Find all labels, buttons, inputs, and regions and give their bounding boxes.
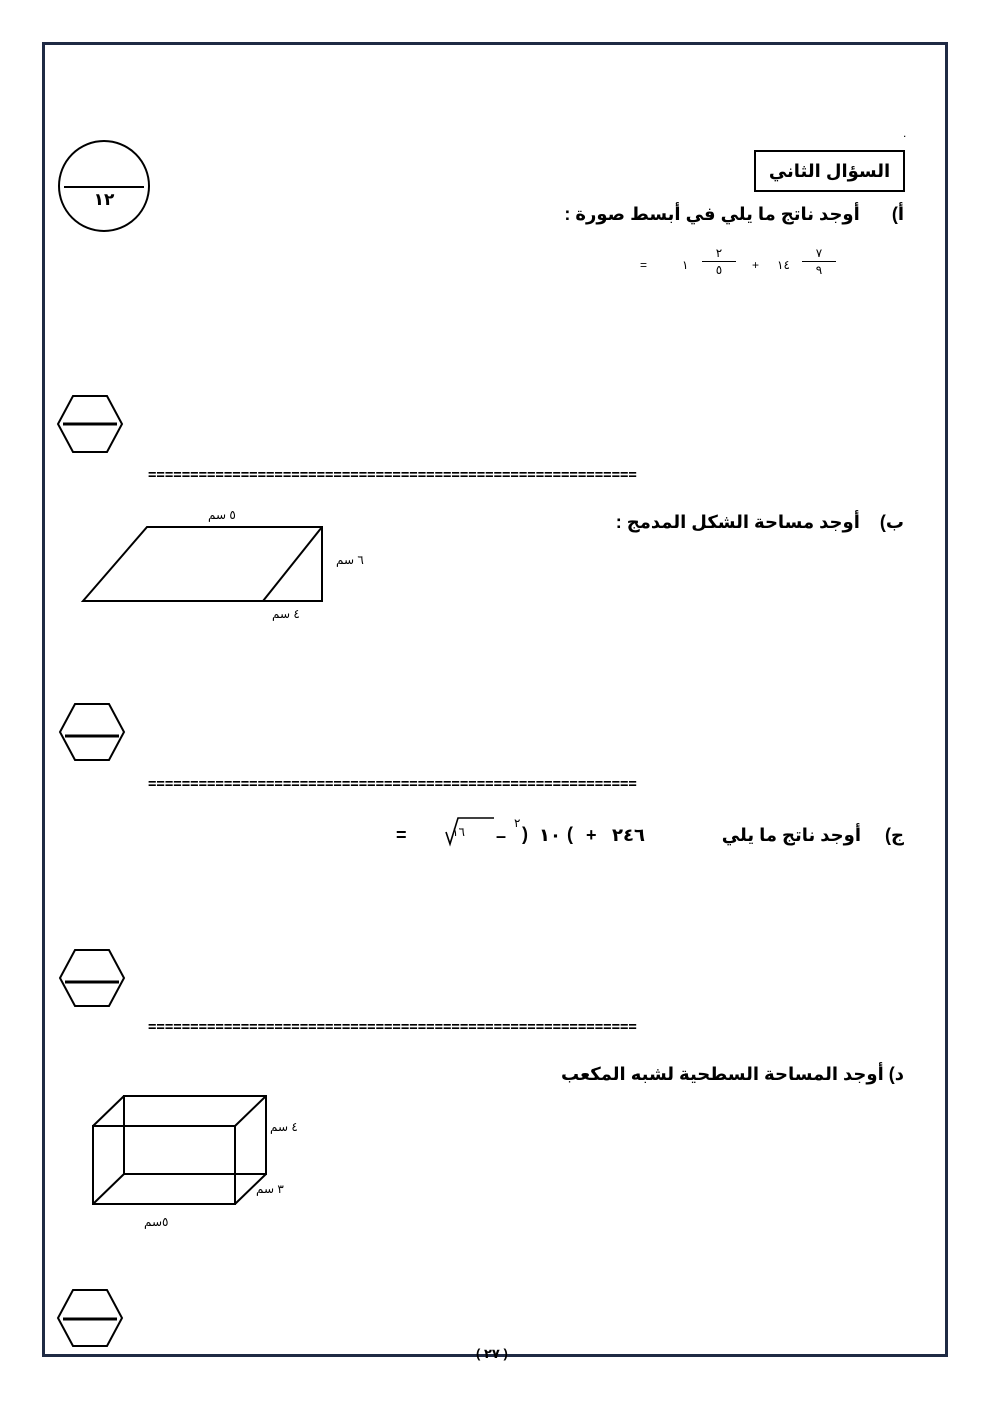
part-c-paren-close: (	[567, 824, 573, 844]
stray-dot: .	[903, 126, 907, 140]
part-a-prompt	[564, 204, 904, 225]
part-a-num2: ٢	[715, 246, 723, 260]
part-b-prompt	[616, 512, 904, 533]
total-score-circle	[58, 140, 150, 232]
part-a-plus: +	[752, 258, 760, 272]
part-a-num1: ٧	[815, 246, 823, 260]
part-c-plus: +	[586, 825, 597, 845]
part-d-prompt	[561, 1064, 904, 1085]
part-c-paren-open: )	[522, 824, 528, 844]
cuboid-figure	[85, 1088, 275, 1213]
part-a-expression	[630, 244, 860, 288]
score-total: ١٢	[93, 190, 115, 209]
part-d-label: د)	[888, 1064, 904, 1084]
part-a-den2: ٥	[715, 263, 723, 277]
dim-base: ٤ سم	[272, 607, 300, 621]
part-c-base: ١٠	[539, 825, 561, 845]
part-a-fraction-1	[802, 246, 836, 277]
part-a-whole2: ١	[682, 258, 689, 272]
part-d-text: أوجد المساحة السطحية لشبه المكعب	[561, 1064, 884, 1084]
score-hexagon-c	[57, 947, 127, 1009]
part-b-label: ب)	[879, 512, 904, 532]
part-a-den1: ٩	[815, 263, 823, 277]
dim-cuboid-length: ٥سم	[144, 1215, 169, 1229]
dim-height: ٦ سم	[336, 553, 364, 567]
part-c-equals: =	[396, 825, 407, 845]
dim-cuboid-height: ٤ سم	[270, 1120, 298, 1134]
radicand: ١٦	[452, 825, 465, 839]
part-a-equals: =	[640, 258, 648, 272]
part-a-label: أ)	[891, 204, 904, 224]
part-c-minus: –	[496, 826, 507, 846]
score-hexagon-d	[55, 1287, 125, 1349]
part-c-expression	[396, 812, 696, 852]
part-a-fraction-2	[702, 246, 736, 277]
part-c-prompt	[722, 825, 904, 846]
part-c-exponent: ٢	[514, 816, 521, 830]
composite-shape-figure	[75, 520, 335, 610]
page-number: ( ٢٧ )	[476, 1346, 508, 1361]
part-a-text: أوجد ناتج ما يلي في أبسط صورة :	[564, 204, 860, 224]
score-hexagon-a	[55, 393, 125, 455]
dim-top: ٥ سم	[208, 508, 236, 522]
dim-cuboid-width: ٣ سم	[256, 1182, 284, 1196]
score-divider	[64, 186, 144, 188]
part-b-text: أوجد مساحة الشكل المدمج :	[615, 512, 860, 532]
question-title: السؤال الثاني	[754, 150, 905, 192]
separator-1: ==========================================================	[148, 469, 637, 483]
score-hexagon-b	[57, 701, 127, 763]
separator-3: ==========================================================	[148, 1021, 637, 1035]
part-a-whole1: ١٤	[777, 258, 790, 272]
part-c-term1: ٢٤٦	[612, 825, 645, 845]
separator-2: ==========================================================	[148, 778, 637, 792]
part-c-text: أوجد ناتج ما يلي	[721, 825, 861, 845]
part-c-label: ج)	[885, 825, 904, 845]
